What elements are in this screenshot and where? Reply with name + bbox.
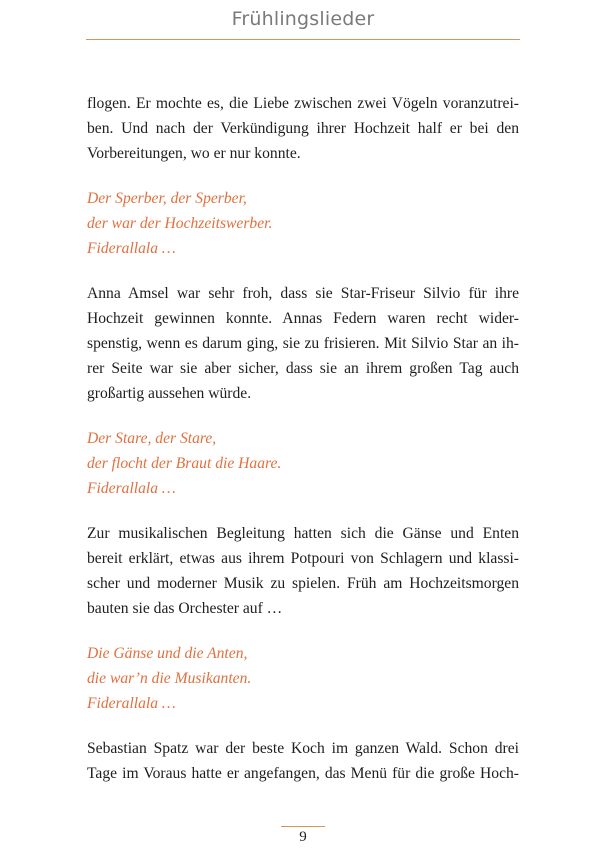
block-gap <box>87 406 519 426</box>
prose-line: Zur musikalischen Begleitung hatten sich die Gänse und Enten <box>87 525 519 542</box>
verse-line: der flocht der Braut die Haare. <box>87 455 282 472</box>
prose-line: Anna Amsel war sehr froh, dass sie Star-Friseur Silvio für ihre <box>87 285 519 302</box>
block-gap <box>87 501 519 521</box>
prose-paragraph <box>87 736 519 786</box>
verse-line: die war’n die Musikanten. <box>87 670 252 687</box>
verse-line: Die Gänse und die Anten, <box>87 645 248 662</box>
prose-line: rer Seite war sie aber sicher, dass sie an ihrem großen Tag auch <box>87 360 519 377</box>
prose-line: Tage im Voraus hatte er angefangen, das Menü für die große Hoch- <box>87 765 519 782</box>
footer-rule <box>281 826 325 827</box>
prose-paragraph <box>87 281 519 406</box>
prose-line: Vorbereitungen, wo er nur konnte. <box>87 145 301 162</box>
prose-line: flogen. Er mochte es, die Liebe zwischen zwei Vögeln voranzutrei- <box>87 95 519 112</box>
prose-paragraph <box>87 91 519 166</box>
verse-stanza <box>87 641 519 716</box>
verse-line: Fiderallala … <box>87 240 176 257</box>
block-gap <box>87 166 519 186</box>
prose-line: bereit erklärt, etwas aus ihrem Potpouri von Schlagern und klassi- <box>87 550 519 567</box>
prose-line: ben. Und nach der Verkündigung ihrer Hochzeit half er bei den <box>87 120 519 137</box>
prose-paragraph <box>87 521 519 621</box>
block-gap <box>87 621 519 641</box>
verse-line: Der Sperber, der Sperber, <box>87 190 247 207</box>
running-header-title: Frühlingslieder <box>231 8 375 30</box>
page-body <box>87 91 519 786</box>
prose-line: spenstig, wenn es darum ging, sie zu frisieren. Mit Silvio Star an ih- <box>87 335 519 352</box>
verse-stanza <box>87 186 519 261</box>
prose-line: scher und moderner Musik zu spielen. Früh am Hochzeitsmorgen <box>87 575 519 592</box>
verse-line: Der Stare, der Stare, <box>87 430 217 447</box>
page-number: 9 <box>299 829 307 845</box>
running-header <box>86 6 520 32</box>
prose-line: Sebastian Spatz war der beste Koch im ganzen Wald. Schon drei <box>87 740 519 757</box>
block-gap <box>87 261 519 281</box>
block-gap <box>87 716 519 736</box>
verse-stanza <box>87 426 519 501</box>
verse-line: der war der Hochzeitswerber. <box>87 215 273 232</box>
prose-line: bauten sie das Orchester auf … <box>87 600 283 617</box>
header-rule <box>86 39 520 40</box>
prose-line: Hochzeit gewinnen konnte. Annas Federn waren recht wider- <box>87 310 519 327</box>
verse-line: Fiderallala … <box>87 480 176 497</box>
verse-line: Fiderallala … <box>87 695 176 712</box>
prose-line: großartig aussehen würde. <box>87 385 252 402</box>
